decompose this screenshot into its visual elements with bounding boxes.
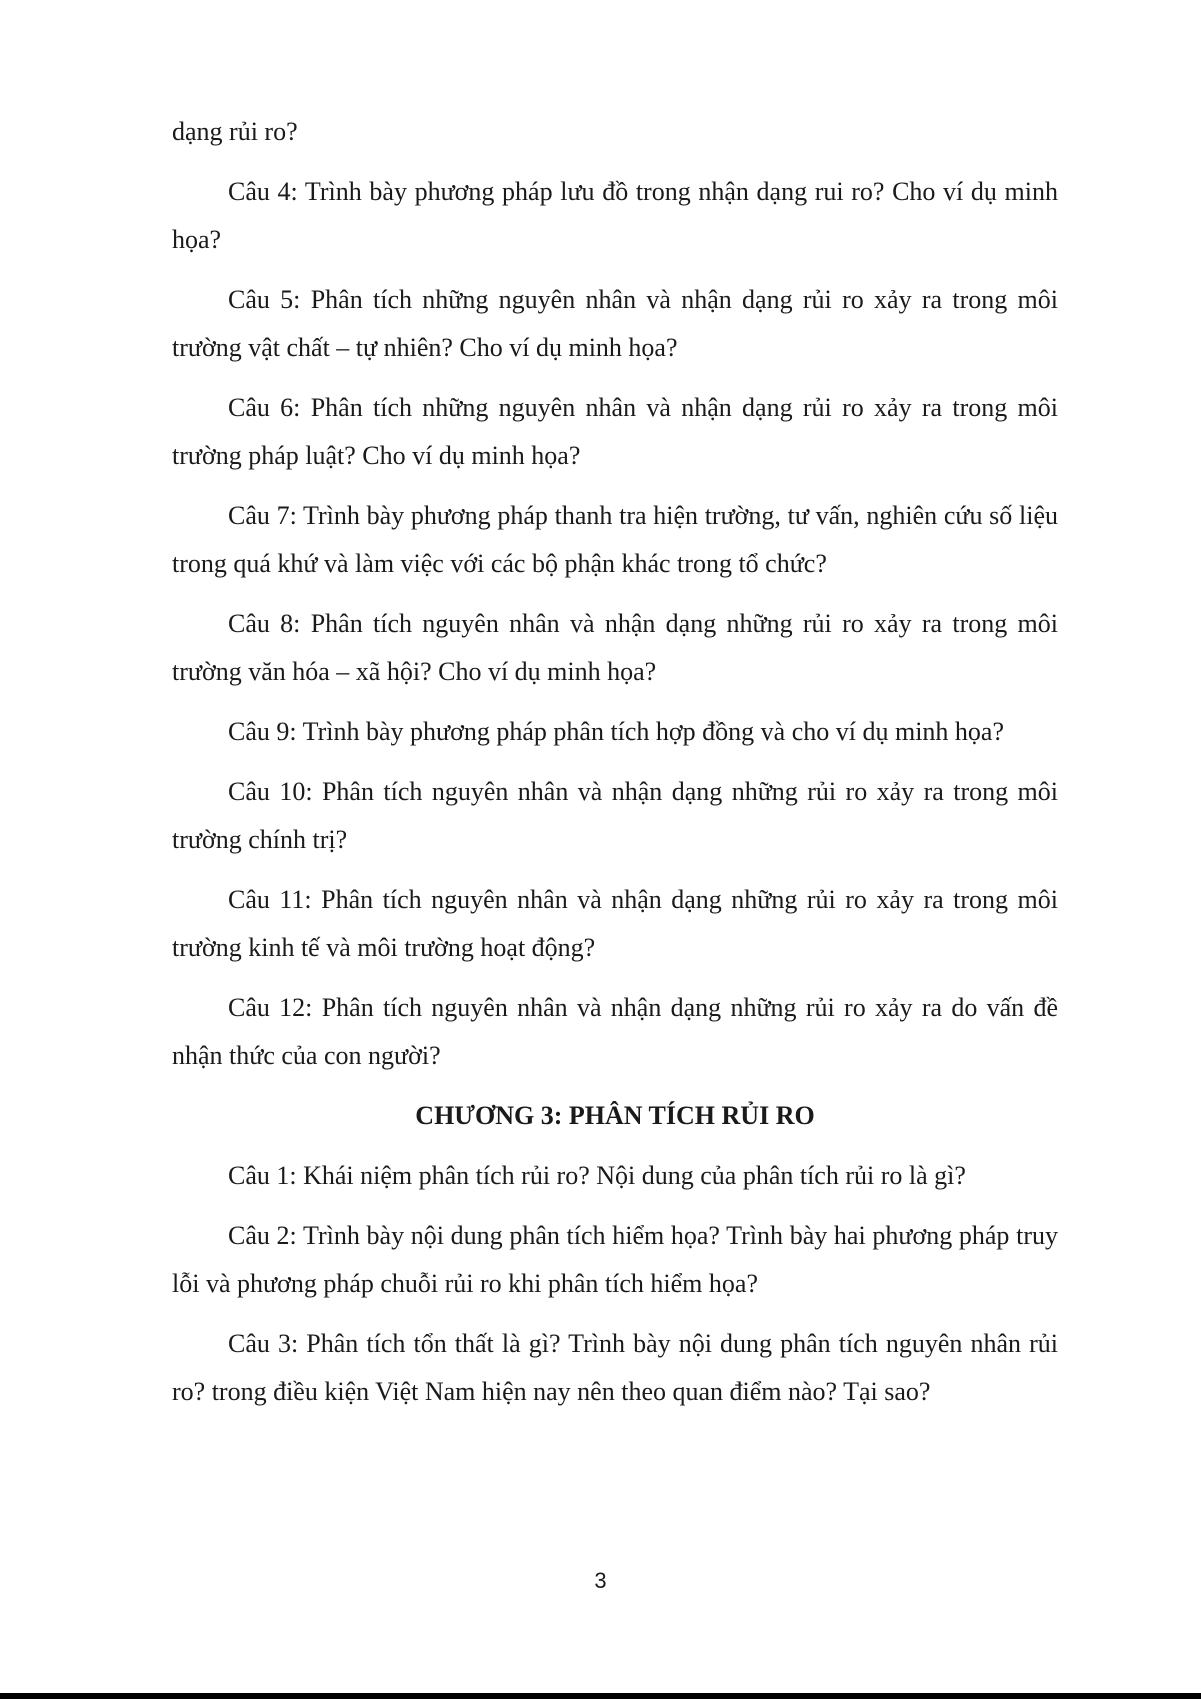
question-8: Câu 8: Phân tích nguyên nhân và nhận dạng những rủi ro xảy ra trong môi trường văn hóa – xã hội? Cho ví dụ minh họa? [172,609,1058,686]
question-11: Câu 11: Phân tích nguyên nhân và nhận dạng những rủi ro xảy ra trong môi trường kinh tế và môi trường hoạt động? [172,885,1058,962]
bottom-border [0,1693,1201,1699]
page-number: 3 [594,1568,607,1593]
question-4: Câu 4: Trình bày phương pháp lưu đồ trong nhận dạng rui ro? Cho ví dụ minh họa? [172,177,1058,254]
chapter3-question-3: Câu 3: Phân tích tổn thất là gì? Trình bày nội dung phân tích nguyên nhân rủi ro? trong điều kiện Việt Nam hiện nay nên theo quan điểm nào? Tại sao? [172,1329,1058,1406]
paragraph-continuation: dạng rủi ro? [172,117,298,146]
question-10: Câu 10: Phân tích nguyên nhân và nhận dạng những rủi ro xảy ra trong môi trường chính trị? [172,777,1058,854]
page-content [172,108,1058,1428]
question-5: Câu 5: Phân tích những nguyên nhân và nhận dạng rủi ro xảy ra trong môi trường vật chất – tự nhiên? Cho ví dụ minh họa? [172,285,1058,362]
chapter3-question-1: Câu 1: Khái niệm phân tích rủi ro? Nội dung của phân tích rủi ro là gì? [228,1161,966,1190]
question-6: Câu 6: Phân tích những nguyên nhân và nhận dạng rủi ro xảy ra trong môi trường pháp luật? Cho ví dụ minh họa? [172,393,1058,470]
question-12: Câu 12: Phân tích nguyên nhân và nhận dạng những rủi ro xảy ra do vấn đề nhận thức của con người? [172,993,1058,1070]
question-7: Câu 7: Trình bày phương pháp thanh tra hiện trường, tư vấn, nghiên cứu số liệu trong quá khứ và làm việc với các bộ phận khác trong tổ chức? [172,501,1058,578]
chapter-heading: CHƯƠNG 3: PHÂN TÍCH RỦI RO [415,1101,815,1130]
chapter3-question-2: Câu 2: Trình bày nội dung phân tích hiểm họa? Trình bày hai phương pháp truy lỗi và phương pháp chuỗi rủi ro khi phân tích hiểm họa? [172,1221,1058,1298]
question-9: Câu 9: Trình bày phương pháp phân tích hợp đồng và cho ví dụ minh họa? [228,717,1005,746]
